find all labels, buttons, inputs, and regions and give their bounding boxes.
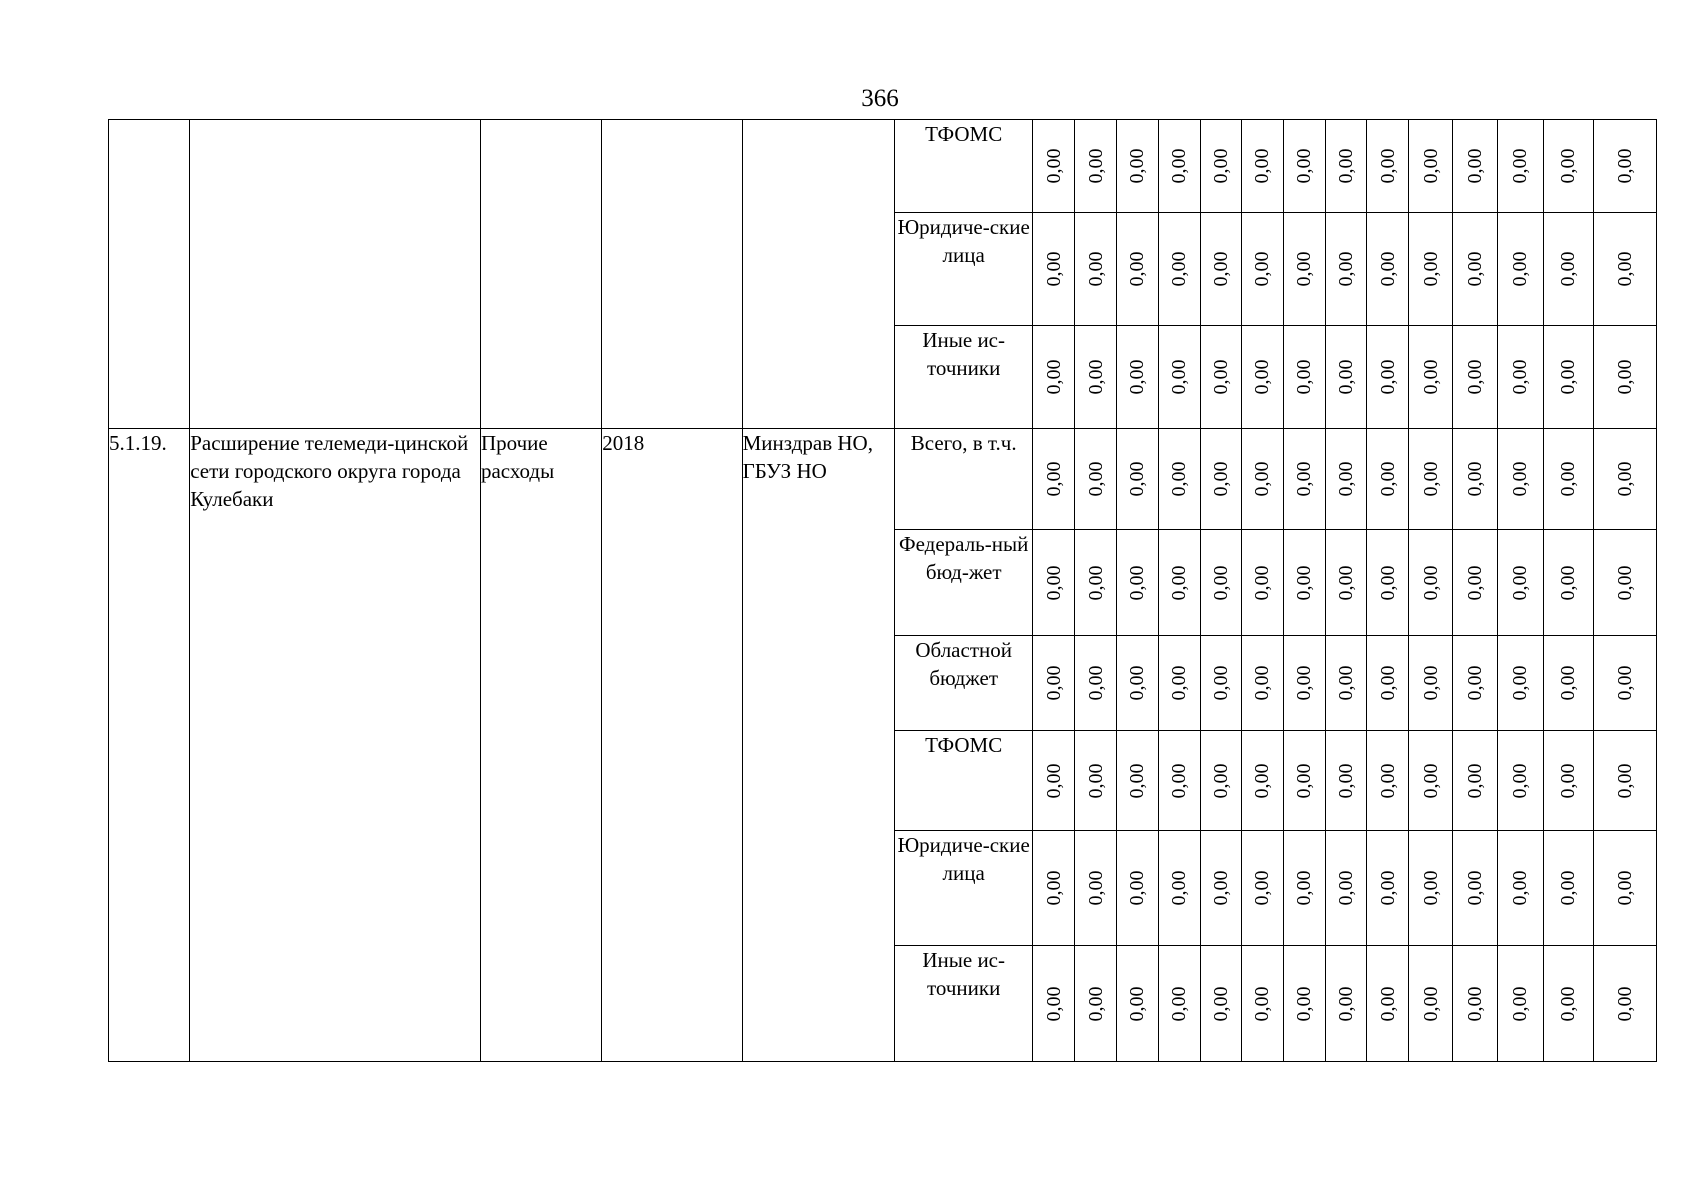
amount-cell xyxy=(1498,213,1543,326)
amount-value: 0,00 xyxy=(1168,251,1191,287)
amount-cell xyxy=(1498,429,1543,530)
amount-value: 0,00 xyxy=(1084,461,1107,497)
funding-source-label: Юридиче-ские лица xyxy=(895,831,1033,946)
amount-cell xyxy=(1283,946,1325,1062)
funding-source-label: Иные ис-точники xyxy=(895,326,1033,429)
amount-cell xyxy=(1543,731,1593,831)
amount-value: 0,00 xyxy=(1293,251,1316,287)
amount-value: 0,00 xyxy=(1464,359,1487,395)
amount-value: 0,00 xyxy=(1293,665,1316,701)
amount-cell xyxy=(1367,636,1409,731)
amount-value: 0,00 xyxy=(1251,986,1274,1021)
amount-value: 0,00 xyxy=(1251,461,1274,497)
amount-cell xyxy=(1326,530,1367,636)
amount-cell xyxy=(1200,326,1241,429)
amount-value: 0,00 xyxy=(1126,359,1149,395)
amount-cell xyxy=(1241,429,1283,530)
amount-cell xyxy=(1326,831,1367,946)
amount-value: 0,00 xyxy=(1126,148,1149,184)
funding-source-label: ТФОМС xyxy=(895,120,1033,213)
amount-value: 0,00 xyxy=(1084,251,1107,287)
amount-cell xyxy=(1116,530,1158,636)
prev-number-cell xyxy=(109,120,190,429)
amount-cell xyxy=(1200,530,1241,636)
amount-cell xyxy=(1543,213,1593,326)
amount-value: 0,00 xyxy=(1464,986,1487,1021)
amount-value: 0,00 xyxy=(1084,148,1107,184)
amount-cell xyxy=(1409,831,1453,946)
amount-value: 0,00 xyxy=(1042,461,1065,497)
amount-cell xyxy=(1543,636,1593,731)
amount-value: 0,00 xyxy=(1557,251,1580,287)
amount-cell xyxy=(1158,120,1200,213)
amount-cell xyxy=(1241,120,1283,213)
amount-value: 0,00 xyxy=(1042,665,1065,701)
amount-cell xyxy=(1409,946,1453,1062)
amount-cell xyxy=(1593,731,1656,831)
amount-cell xyxy=(1409,530,1453,636)
amount-value: 0,00 xyxy=(1376,359,1399,395)
prev-name-cell xyxy=(190,120,481,429)
amount-value: 0,00 xyxy=(1376,763,1399,798)
amount-value: 0,00 xyxy=(1293,870,1316,906)
amount-cell xyxy=(1241,326,1283,429)
amount-value: 0,00 xyxy=(1209,870,1232,906)
amount-value: 0,00 xyxy=(1509,665,1532,701)
amount-value: 0,00 xyxy=(1557,870,1580,906)
amount-cell xyxy=(1200,636,1241,731)
amount-cell xyxy=(1158,429,1200,530)
amount-cell xyxy=(1075,530,1116,636)
amount-value: 0,00 xyxy=(1613,359,1636,395)
amount-cell xyxy=(1283,120,1325,213)
amount-value: 0,00 xyxy=(1464,870,1487,906)
amount-cell xyxy=(1543,120,1593,213)
amount-cell xyxy=(1326,731,1367,831)
amount-cell xyxy=(1367,120,1409,213)
amount-cell xyxy=(1498,636,1543,731)
amount-cell xyxy=(1200,731,1241,831)
amount-value: 0,00 xyxy=(1335,461,1358,497)
amount-value: 0,00 xyxy=(1335,665,1358,701)
amount-value: 0,00 xyxy=(1209,665,1232,701)
amount-cell xyxy=(1453,326,1498,429)
amount-value: 0,00 xyxy=(1376,665,1399,701)
amount-cell xyxy=(1033,326,1075,429)
amount-cell xyxy=(1367,213,1409,326)
amount-value: 0,00 xyxy=(1209,986,1232,1021)
amount-value: 0,00 xyxy=(1557,565,1580,600)
amount-value: 0,00 xyxy=(1335,251,1358,287)
amount-cell xyxy=(1543,326,1593,429)
amount-value: 0,00 xyxy=(1376,251,1399,287)
amount-cell xyxy=(1453,831,1498,946)
amount-value: 0,00 xyxy=(1251,359,1274,395)
amount-value: 0,00 xyxy=(1042,763,1065,798)
amount-cell xyxy=(1453,213,1498,326)
amount-cell xyxy=(1283,326,1325,429)
amount-cell xyxy=(1367,831,1409,946)
amount-value: 0,00 xyxy=(1557,359,1580,395)
amount-value: 0,00 xyxy=(1613,763,1636,798)
amount-value: 0,00 xyxy=(1419,870,1442,906)
amount-value: 0,00 xyxy=(1376,870,1399,906)
prev-year-cell xyxy=(602,120,742,429)
amount-cell xyxy=(1283,831,1325,946)
amount-value: 0,00 xyxy=(1084,763,1107,798)
amount-value: 0,00 xyxy=(1209,565,1232,600)
amount-value: 0,00 xyxy=(1509,148,1532,184)
amount-cell xyxy=(1593,831,1656,946)
amount-cell xyxy=(1241,946,1283,1062)
amount-cell xyxy=(1241,831,1283,946)
amount-value: 0,00 xyxy=(1126,870,1149,906)
amount-cell xyxy=(1543,831,1593,946)
amount-value: 0,00 xyxy=(1126,461,1149,497)
amount-cell xyxy=(1498,831,1543,946)
amount-value: 0,00 xyxy=(1419,665,1442,701)
amount-cell xyxy=(1033,120,1075,213)
amount-cell xyxy=(1283,429,1325,530)
amount-cell xyxy=(1075,831,1116,946)
amount-cell xyxy=(1453,530,1498,636)
amount-cell xyxy=(1116,120,1158,213)
amount-cell xyxy=(1075,636,1116,731)
amount-cell xyxy=(1283,731,1325,831)
amount-value: 0,00 xyxy=(1168,461,1191,497)
amount-cell xyxy=(1593,213,1656,326)
amount-value: 0,00 xyxy=(1557,763,1580,798)
amount-cell xyxy=(1116,429,1158,530)
amount-cell xyxy=(1116,946,1158,1062)
amount-value: 0,00 xyxy=(1335,565,1358,600)
amount-cell xyxy=(1453,636,1498,731)
amount-cell xyxy=(1326,429,1367,530)
prev-expense-cell xyxy=(480,120,601,429)
amount-cell xyxy=(1326,636,1367,731)
amount-cell xyxy=(1498,530,1543,636)
amount-value: 0,00 xyxy=(1042,565,1065,600)
amount-value: 0,00 xyxy=(1042,359,1065,395)
item-executor: Минздрав НО, ГБУЗ НО xyxy=(742,429,894,1062)
amount-value: 0,00 xyxy=(1557,665,1580,701)
amount-value: 0,00 xyxy=(1293,461,1316,497)
amount-cell xyxy=(1200,213,1241,326)
amount-value: 0,00 xyxy=(1084,986,1107,1021)
amount-cell xyxy=(1367,731,1409,831)
funding-source-label: Областной бюджет xyxy=(895,636,1033,731)
amount-value: 0,00 xyxy=(1084,665,1107,701)
amount-cell xyxy=(1498,120,1543,213)
amount-cell xyxy=(1116,831,1158,946)
amount-cell xyxy=(1075,326,1116,429)
amount-cell xyxy=(1116,731,1158,831)
amount-value: 0,00 xyxy=(1613,461,1636,497)
amount-cell xyxy=(1283,213,1325,326)
amount-value: 0,00 xyxy=(1335,763,1358,798)
amount-cell xyxy=(1453,731,1498,831)
amount-value: 0,00 xyxy=(1168,870,1191,906)
amount-value: 0,00 xyxy=(1464,148,1487,184)
amount-value: 0,00 xyxy=(1168,763,1191,798)
amount-value: 0,00 xyxy=(1293,565,1316,600)
amount-value: 0,00 xyxy=(1419,763,1442,798)
amount-cell xyxy=(1409,326,1453,429)
amount-cell xyxy=(1075,946,1116,1062)
amount-cell xyxy=(1593,429,1656,530)
amount-value: 0,00 xyxy=(1209,461,1232,497)
amount-value: 0,00 xyxy=(1335,870,1358,906)
amount-cell xyxy=(1158,946,1200,1062)
amount-cell xyxy=(1116,636,1158,731)
amount-value: 0,00 xyxy=(1293,359,1316,395)
amount-cell xyxy=(1367,429,1409,530)
amount-value: 0,00 xyxy=(1209,148,1232,184)
amount-value: 0,00 xyxy=(1613,251,1636,287)
amount-value: 0,00 xyxy=(1509,565,1532,600)
amount-value: 0,00 xyxy=(1509,986,1532,1021)
amount-cell xyxy=(1326,326,1367,429)
table-row xyxy=(109,429,1657,530)
amount-value: 0,00 xyxy=(1209,251,1232,287)
funding-source-label: ТФОМС xyxy=(895,731,1033,831)
funding-source-label: Всего, в т.ч. xyxy=(895,429,1033,530)
prev-executor-cell xyxy=(742,120,894,429)
amount-cell xyxy=(1158,213,1200,326)
amount-value: 0,00 xyxy=(1168,665,1191,701)
amount-cell xyxy=(1543,429,1593,530)
amount-value: 0,00 xyxy=(1335,148,1358,184)
amount-cell xyxy=(1116,213,1158,326)
amount-cell xyxy=(1241,636,1283,731)
amount-value: 0,00 xyxy=(1168,148,1191,184)
amount-value: 0,00 xyxy=(1509,870,1532,906)
amount-value: 0,00 xyxy=(1042,148,1065,184)
amount-value: 0,00 xyxy=(1509,461,1532,497)
amount-cell xyxy=(1075,120,1116,213)
amount-value: 0,00 xyxy=(1509,251,1532,287)
amount-value: 0,00 xyxy=(1126,665,1149,701)
item-name: Расширение телемеди-цинской сети городского округа города Кулебаки xyxy=(190,429,481,1062)
amount-cell xyxy=(1367,326,1409,429)
amount-value: 0,00 xyxy=(1613,148,1636,184)
amount-cell xyxy=(1075,429,1116,530)
amount-value: 0,00 xyxy=(1126,251,1149,287)
amount-cell xyxy=(1498,326,1543,429)
amount-value: 0,00 xyxy=(1293,148,1316,184)
amount-value: 0,00 xyxy=(1613,986,1636,1021)
amount-cell xyxy=(1200,120,1241,213)
amount-value: 0,00 xyxy=(1464,461,1487,497)
amount-value: 0,00 xyxy=(1335,359,1358,395)
amount-value: 0,00 xyxy=(1335,986,1358,1021)
amount-value: 0,00 xyxy=(1251,565,1274,600)
amount-cell xyxy=(1367,530,1409,636)
amount-value: 0,00 xyxy=(1509,359,1532,395)
amount-value: 0,00 xyxy=(1168,986,1191,1021)
amount-cell xyxy=(1241,213,1283,326)
amount-value: 0,00 xyxy=(1557,461,1580,497)
amount-value: 0,00 xyxy=(1464,665,1487,701)
amount-cell xyxy=(1409,213,1453,326)
amount-cell xyxy=(1033,946,1075,1062)
amount-cell xyxy=(1367,946,1409,1062)
amount-value: 0,00 xyxy=(1293,763,1316,798)
amount-cell xyxy=(1158,831,1200,946)
amount-cell xyxy=(1453,120,1498,213)
amount-value: 0,00 xyxy=(1126,763,1149,798)
amount-cell xyxy=(1033,429,1075,530)
amount-cell xyxy=(1158,636,1200,731)
amount-cell xyxy=(1158,326,1200,429)
amount-cell xyxy=(1200,429,1241,530)
amount-cell xyxy=(1033,213,1075,326)
amount-cell xyxy=(1033,731,1075,831)
amount-value: 0,00 xyxy=(1376,986,1399,1021)
amount-value: 0,00 xyxy=(1126,565,1149,600)
amount-cell xyxy=(1075,731,1116,831)
amount-value: 0,00 xyxy=(1168,565,1191,600)
amount-value: 0,00 xyxy=(1376,148,1399,184)
amount-value: 0,00 xyxy=(1251,148,1274,184)
amount-cell xyxy=(1158,530,1200,636)
amount-value: 0,00 xyxy=(1084,359,1107,395)
amount-value: 0,00 xyxy=(1084,565,1107,600)
amount-cell xyxy=(1593,120,1656,213)
amount-value: 0,00 xyxy=(1464,763,1487,798)
amount-cell xyxy=(1116,326,1158,429)
amount-cell xyxy=(1283,636,1325,731)
amount-cell xyxy=(1200,831,1241,946)
amount-value: 0,00 xyxy=(1209,359,1232,395)
amount-cell xyxy=(1498,731,1543,831)
amount-cell xyxy=(1593,326,1656,429)
amount-value: 0,00 xyxy=(1126,986,1149,1021)
amount-cell xyxy=(1593,946,1656,1062)
amount-value: 0,00 xyxy=(1293,986,1316,1021)
amount-value: 0,00 xyxy=(1251,665,1274,701)
amount-cell xyxy=(1241,731,1283,831)
funding-source-label: Федераль-ный бюд-жет xyxy=(895,530,1033,636)
amount-value: 0,00 xyxy=(1419,148,1442,184)
amount-value: 0,00 xyxy=(1613,565,1636,600)
amount-cell xyxy=(1409,429,1453,530)
amount-cell xyxy=(1453,429,1498,530)
amount-value: 0,00 xyxy=(1209,763,1232,798)
amount-value: 0,00 xyxy=(1042,986,1065,1021)
amount-value: 0,00 xyxy=(1557,986,1580,1021)
amount-value: 0,00 xyxy=(1419,359,1442,395)
amount-value: 0,00 xyxy=(1419,565,1442,600)
amount-value: 0,00 xyxy=(1509,763,1532,798)
funding-source-label: Юридиче-ские лица xyxy=(895,213,1033,326)
amount-value: 0,00 xyxy=(1613,665,1636,701)
amount-cell xyxy=(1498,946,1543,1062)
amount-value: 0,00 xyxy=(1042,870,1065,906)
amount-value: 0,00 xyxy=(1376,565,1399,600)
amount-cell xyxy=(1200,946,1241,1062)
amount-cell xyxy=(1326,120,1367,213)
funding-source-label: Иные ис-точники xyxy=(895,946,1033,1062)
amount-value: 0,00 xyxy=(1042,251,1065,287)
amount-cell xyxy=(1409,120,1453,213)
amount-cell xyxy=(1409,731,1453,831)
amount-cell xyxy=(1075,213,1116,326)
amount-value: 0,00 xyxy=(1168,359,1191,395)
amount-cell xyxy=(1033,636,1075,731)
amount-value: 0,00 xyxy=(1613,870,1636,906)
amount-value: 0,00 xyxy=(1251,763,1274,798)
amount-cell xyxy=(1033,530,1075,636)
amount-value: 0,00 xyxy=(1376,461,1399,497)
amount-cell xyxy=(1033,831,1075,946)
amount-cell xyxy=(1409,636,1453,731)
amount-cell xyxy=(1593,636,1656,731)
amount-cell xyxy=(1593,530,1656,636)
amount-value: 0,00 xyxy=(1419,251,1442,287)
table-row xyxy=(109,120,1657,213)
amount-cell xyxy=(1453,946,1498,1062)
financing-table xyxy=(108,119,1657,1062)
amount-value: 0,00 xyxy=(1464,251,1487,287)
amount-value: 0,00 xyxy=(1557,148,1580,184)
amount-value: 0,00 xyxy=(1464,565,1487,600)
amount-value: 0,00 xyxy=(1251,251,1274,287)
amount-cell xyxy=(1158,731,1200,831)
amount-cell xyxy=(1283,530,1325,636)
amount-cell xyxy=(1326,213,1367,326)
page-number: 366 xyxy=(861,85,899,112)
amount-value: 0,00 xyxy=(1251,870,1274,906)
amount-cell xyxy=(1543,530,1593,636)
amount-value: 0,00 xyxy=(1419,461,1442,497)
amount-cell xyxy=(1543,946,1593,1062)
amount-cell xyxy=(1241,530,1283,636)
item-year: 2018 xyxy=(602,429,742,1062)
amount-value: 0,00 xyxy=(1419,986,1442,1021)
amount-cell xyxy=(1326,946,1367,1062)
amount-value: 0,00 xyxy=(1084,870,1107,906)
item-number: 5.1.19. xyxy=(109,429,190,1062)
item-expense-type: Прочие расходы xyxy=(480,429,601,1062)
